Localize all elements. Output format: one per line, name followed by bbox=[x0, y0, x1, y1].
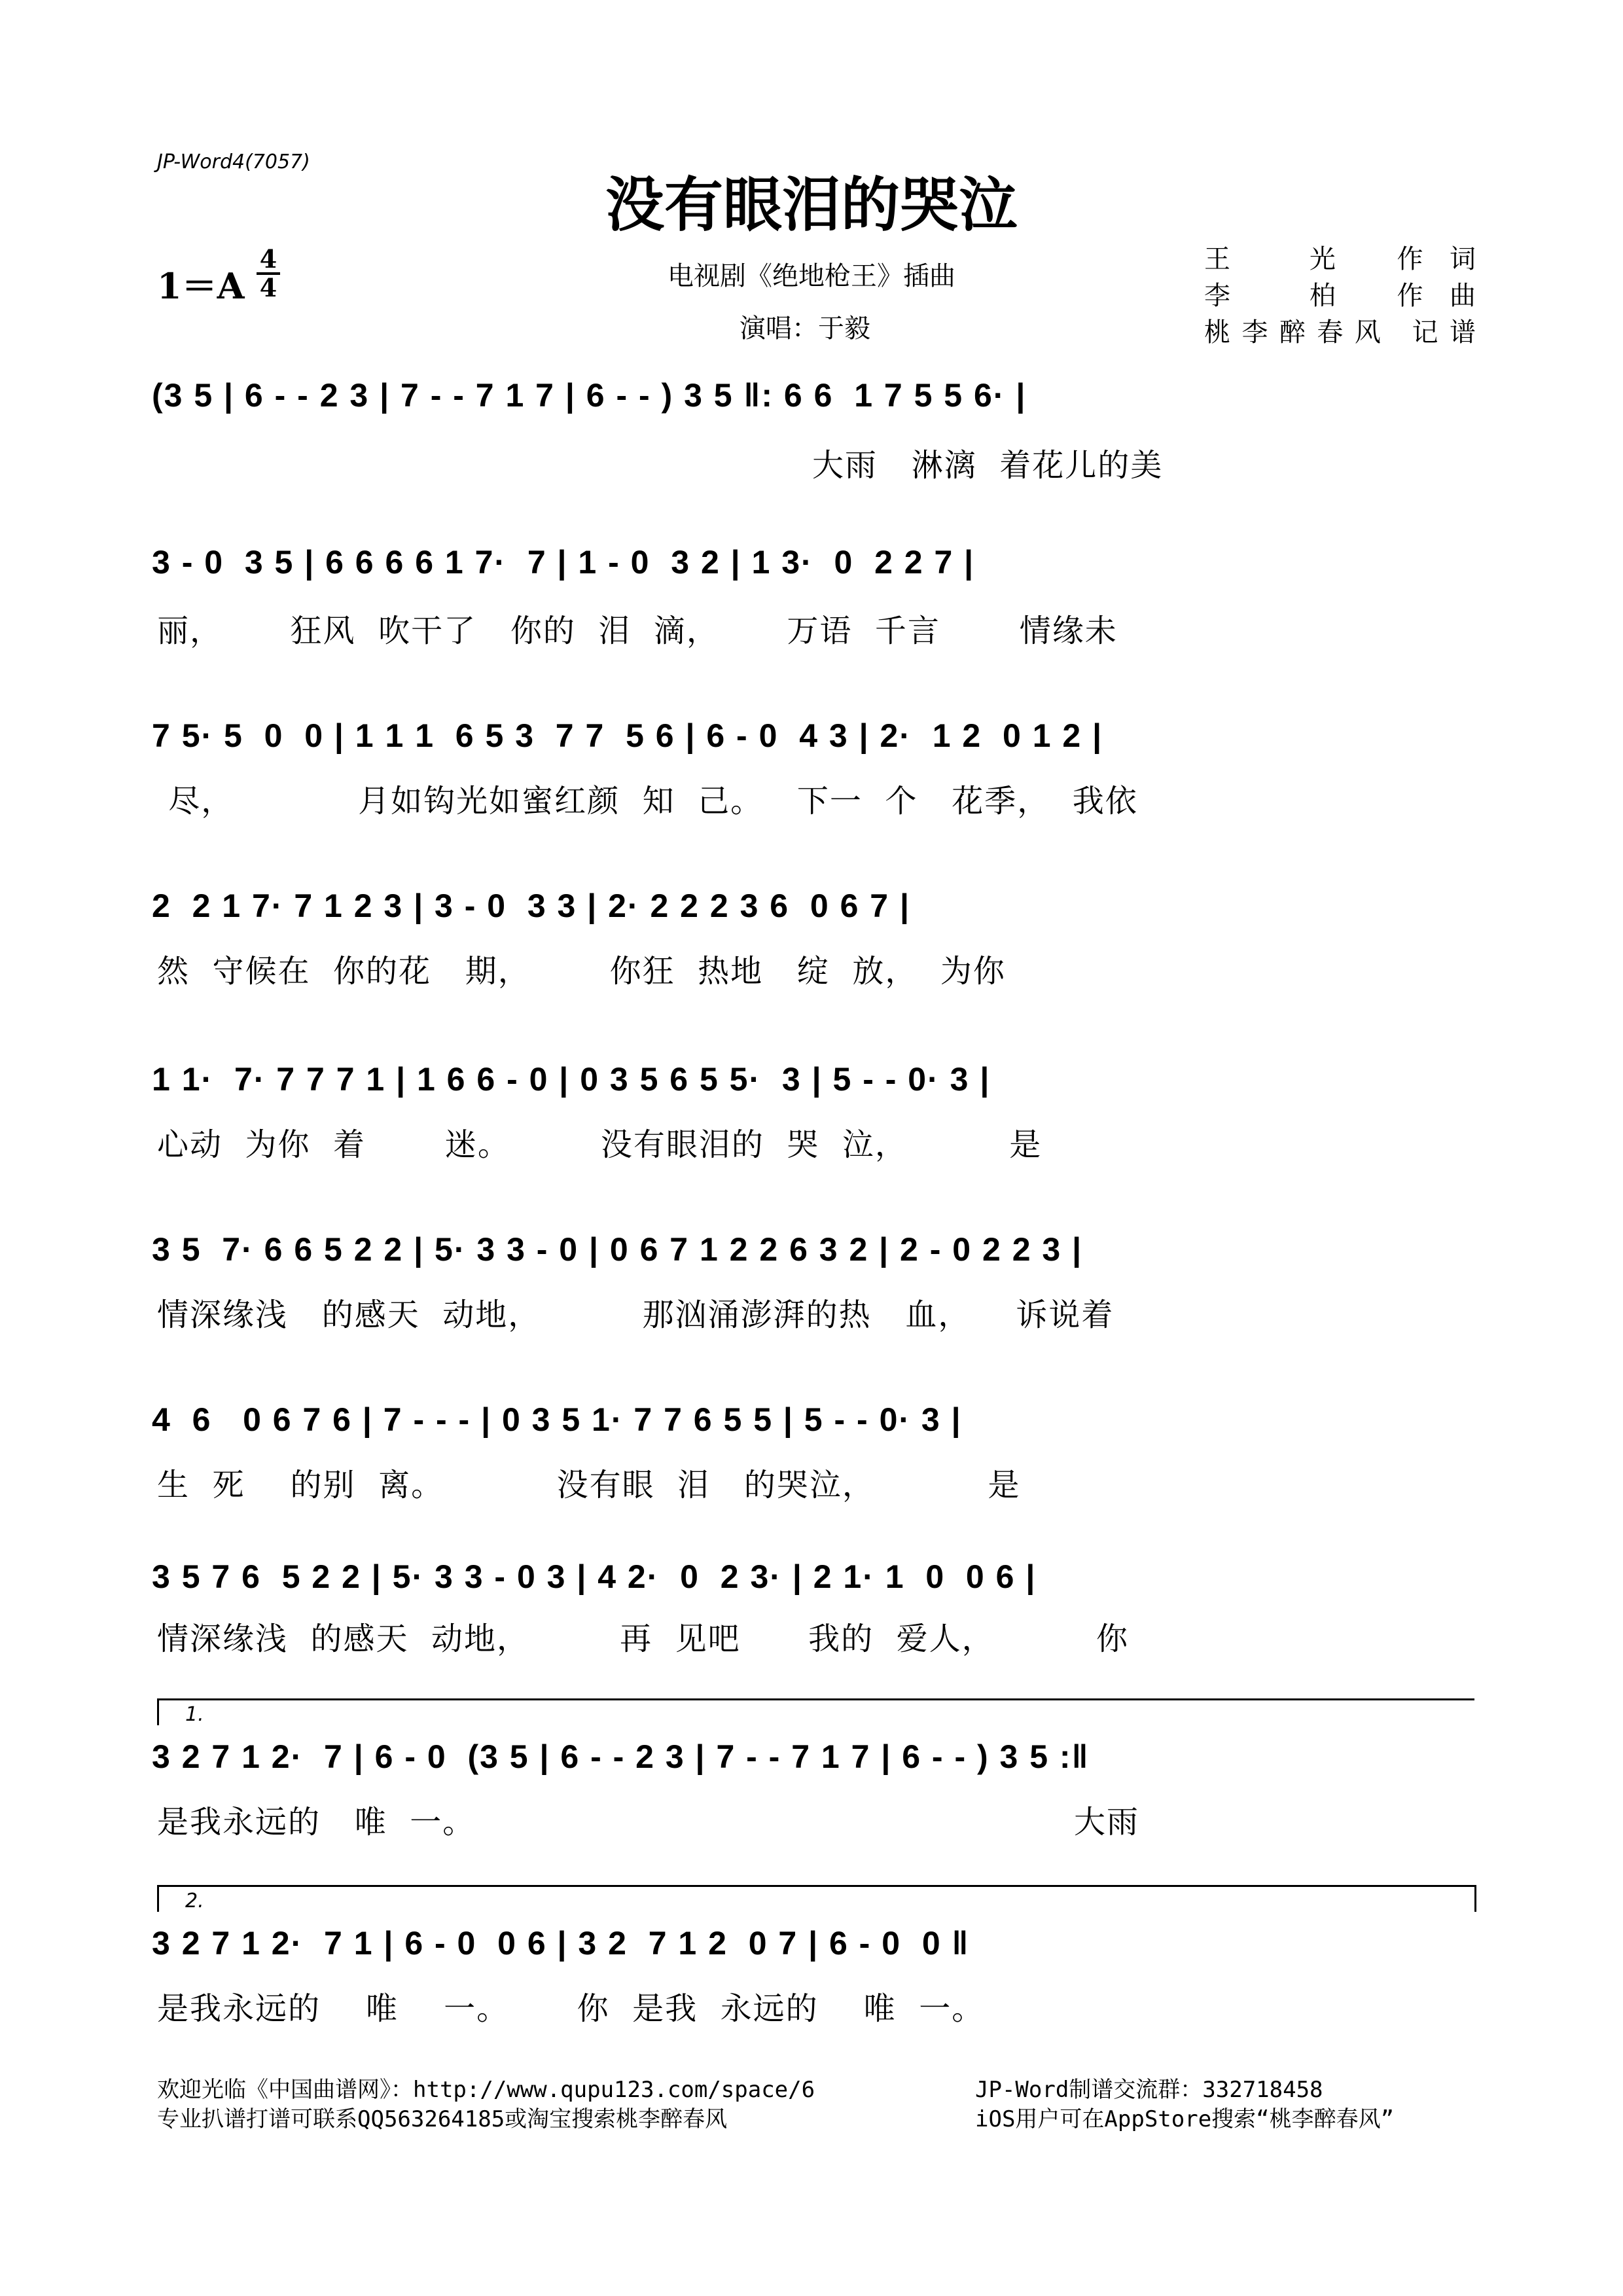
subtitle: 电视剧《绝地枪王》插曲 bbox=[668, 261, 955, 291]
notation-row: 3 2 7 1 2· 7 1 | 6 - 0 0 6 | 3 2 7 1 2 0 7 | 6 - 0 0 ‖ bbox=[152, 1925, 970, 1962]
notation-row: 3 2 7 1 2· 7 | 6 - 0 (3 5 | 6 - - 2 3 | 7 - - 7 1 7 | 6 - - ) 3 5 :‖ bbox=[152, 1738, 1090, 1775]
lyric-row: 是我永远的 唯 一。 你 是我 永远的 唯 一。 bbox=[157, 1990, 985, 2027]
footer-website: 欢迎光临《中国曲谱网》：http://www.qupu123.com/space/6 bbox=[157, 2077, 815, 2103]
notation-row: 7 5· 5 0 0 | 1 1 1 6 5 3 7 7 5 6 | 6 - 0 4 3 | 2· 1 2 0 1 2 | bbox=[152, 717, 1103, 754]
volta-bracket-2 bbox=[157, 1885, 1476, 1912]
notation-row: 3 5 7· 6 6 5 2 2 | 5· 3 3 - 0 | 0 6 7 1 2 2 6 3 2 | 2 - 0 2 2 3 | bbox=[152, 1231, 1083, 1268]
notation-row: 3 5 7 6 5 2 2 | 5· 3 3 - 0 3 | 4 2· 0 2 3· | 2 1· 1 0 0 6 | bbox=[152, 1558, 1037, 1595]
footer-group: JP-Word制谱交流群：332718458 bbox=[975, 2077, 1323, 2103]
lyric-row: 大雨 淋漓 着花儿的美 bbox=[157, 447, 1164, 484]
volta-number: 1. bbox=[185, 1703, 204, 1726]
transcriber: 桃李醉春风 记谱 bbox=[1204, 317, 1476, 348]
notation-row: 2 2 1 7· 7 1 2 3 | 3 - 0 3 3 | 2· 2 2 2 3 6 0 6 7 | bbox=[152, 888, 910, 924]
time-top: 4 bbox=[259, 244, 277, 274]
lyric-row: 心动 为你 着 迷。 没有眼泪的 哭 泣， 是 bbox=[157, 1126, 1043, 1163]
notation-row: 1 1· 7· 7 7 7 1 | 1 6 6 - 0 | 0 3 5 6 5 5· 3 | 5 - - 0· 3 | bbox=[152, 1061, 991, 1098]
notation-row: (3 5 | 6 - - 2 3 | 7 - - 7 1 7 | 6 - - ) 3 5 ‖: 6 6 1 7 5 5 6· | bbox=[152, 377, 1027, 414]
footer-contact: 专业扒谱打谱可联系QQ563264185或淘宝搜索桃李醉春风 bbox=[157, 2106, 728, 2132]
song-title: 没有眼泪的哭泣 bbox=[605, 170, 1018, 240]
time-bottom: 4 bbox=[259, 273, 277, 302]
lyric-row: 是我永远的 唯 一。 大雨 bbox=[157, 1804, 1139, 1840]
credits bbox=[1204, 241, 1476, 351]
lyric-row: 情深缘浅 的感天 动地， 那汹涌澎湃的热 血， 诉说着 bbox=[157, 1297, 1115, 1333]
notation-row: 3 - 0 3 5 | 6 6 6 6 1 7· 7 | 1 - 0 3 2 | 1 3· 0 2 2 7 | bbox=[152, 544, 975, 581]
lyric-row: 情深缘浅 的感天 动地， 再 见吧 我的 爱人， 你 bbox=[157, 1621, 1129, 1657]
composer: 李 柏 作曲 bbox=[1204, 281, 1476, 311]
software-label: JP-Word4(7057) bbox=[157, 151, 310, 173]
lyric-row: 尽， 月如钩光如蜜红颜 知 己。 下一 个 花季， 我依 bbox=[157, 783, 1138, 819]
lyric-row: 然 守候在 你的花 期， 你狂 热地 绽 放， 为你 bbox=[157, 953, 1006, 990]
lyric-row: 丽， 狂风 吹干了 你的 泪 滴， 万语 千言 情缘未 bbox=[157, 613, 1118, 649]
notation-row: 4 6 0 6 7 6 | 7 - - - | 0 3 5 1· 7 7 6 5 5 | 5 - - 0· 3 | bbox=[152, 1401, 962, 1438]
footer-ios: iOS用户可在AppStore搜索“桃李醉春风” bbox=[975, 2106, 1395, 2132]
volta-number: 2. bbox=[185, 1890, 204, 1912]
volta-bracket-1 bbox=[157, 1698, 1474, 1725]
singer: 演唱：于毅 bbox=[740, 314, 870, 344]
lyric-row: 生 死 的别 离。 没有眼 泪 的哭泣， 是 bbox=[157, 1467, 1021, 1503]
key-signature: 1＝A bbox=[157, 265, 245, 307]
lyricist: 王 光 作词 bbox=[1204, 244, 1476, 274]
